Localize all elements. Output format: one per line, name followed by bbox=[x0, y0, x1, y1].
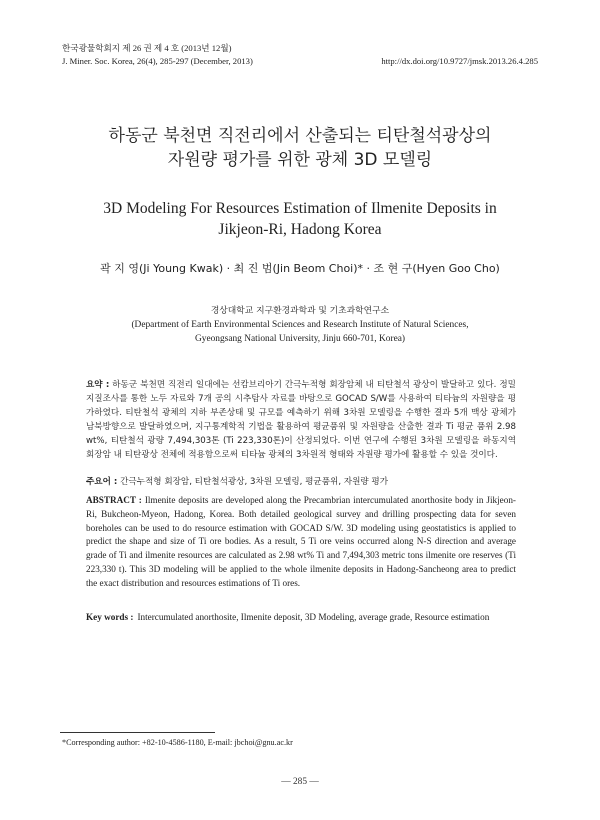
journal-header-en: J. Miner. Soc. Korea, 26(4), 285-297 (December, 2013) bbox=[62, 56, 253, 66]
abstract-en-text: Ilmenite deposits are developed along the Precambrian intercumulated anorthosite body in Jikjeon-Ri, Bukcheon-Myeon, Hadong, Korea. Both detailed geological survey and drilling prospecting data for seven boreholes can be used to do resource estimation with GOCAD S/W. 3D modeling using geostatistics is applied to predict the shape and size of Ti ore bodies. As a result, 5 Ti ore veins occurred along N-S direction and average grade of Ti and ilmenite resources are calculated as 2.98 wt% Ti and 7,494,303 metric tons ilmenite ore reserves (Ti 223,330 t). This 3D modeling will be applied to the whole ilmenite deposits in Hadong-Sancheong area to predict the exact distribution and resources estimations of Ti ores. bbox=[86, 495, 516, 588]
abstract-ko bbox=[86, 378, 516, 462]
abstract-ko-label: 요약 : bbox=[86, 380, 110, 390]
title-en-line2: Jikjeon-Ri, Hadong Korea bbox=[218, 221, 382, 238]
abstract-en bbox=[86, 494, 516, 591]
title-ko-line1: 하동군 북천면 직전리에서 산출되는 티탄철석광상의 bbox=[108, 126, 492, 146]
page-number: — 285 — bbox=[281, 777, 319, 787]
keywords-ko-label: 주요어 : bbox=[86, 477, 118, 487]
keywords-en-label: Key words : bbox=[86, 612, 134, 622]
keywords-en bbox=[86, 611, 516, 625]
title-en-line1: 3D Modeling For Resources Estimation of Ilmenite Deposits in bbox=[103, 200, 497, 217]
abstract-ko-text: 하동군 북천면 직전리 일대에는 선캄브리아기 간극누적형 회장암체 내 티탄철석 광상이 발달하고 있다. 정밀 지질조사를 통한 노두 자료와 7개 공의 시추탐사 자료를 바탕으로 GOCAD S/W를 사용하여 티타늄의 자원량을 평가하였다. 티탄철석 광체의 지하 부존상태 및 규모를 예측하기 위해 3차원 모델링을 수행한 결과 5개 맥상 광체가 남북방향으로 발달하였으며, 지구통계학적 기법을 활용하여 평균품위 및 자원량을 산출한 결과 Ti 평균 품위 2.98 wt%, 티탄철석 광량 7,494,303톤 (Ti 223,330톤)이 산정되었다. 이번 연구에 수행된 3차원 모델링을 하동지역 회장암 내 티탄광상 전체에 적용함으로써 티타늄 광체의 3차원적 형태와 자원량 평가에 활용할 수 있을 것이다. bbox=[86, 380, 516, 460]
keywords-en-text: Intercumulated anorthosite, Ilmenite deposit, 3D Modeling, average grade, Resource estimation bbox=[137, 612, 490, 622]
journal-header-ko: 한국광물학회지 제 26 권 제 4 호 (2013년 12월) bbox=[62, 43, 232, 53]
affiliation-en-line1: (Department of Earth Environmental Sciences and Research Institute of Natural Sciences, bbox=[131, 320, 469, 330]
abstract-en-label: ABSTRACT : bbox=[86, 495, 142, 505]
affiliation-ko: 경상대학교 지구환경과학과 및 기초과학연구소 bbox=[210, 306, 390, 316]
footnote-rule bbox=[60, 732, 215, 733]
keywords-ko bbox=[86, 475, 516, 489]
affiliation-en-line2: Gyeongsang National University, Jinju 660-701, Korea) bbox=[194, 334, 406, 344]
title-ko-line2: 자원량 평가를 위한 광체 3D 모델링 bbox=[167, 150, 433, 170]
doi-link[interactable]: http://dx.doi.org/10.9727/jmsk.2013.26.4.285 bbox=[381, 56, 538, 66]
author-list: 곽 지 영(Ji Young Kwak) · 최 진 범(Jin Beom Choi)* · 조 현 구(Hyen Goo Cho) bbox=[100, 262, 500, 275]
corresponding-author-footnote: *Corresponding author: +82-10-4586-1180, E-mail: jbchoi@gnu.ac.kr bbox=[62, 738, 293, 747]
keywords-ko-text: 간극누적형 회장암, 티탄철석광상, 3차원 모델링, 평균품위, 자원량 평가 bbox=[117, 477, 389, 487]
